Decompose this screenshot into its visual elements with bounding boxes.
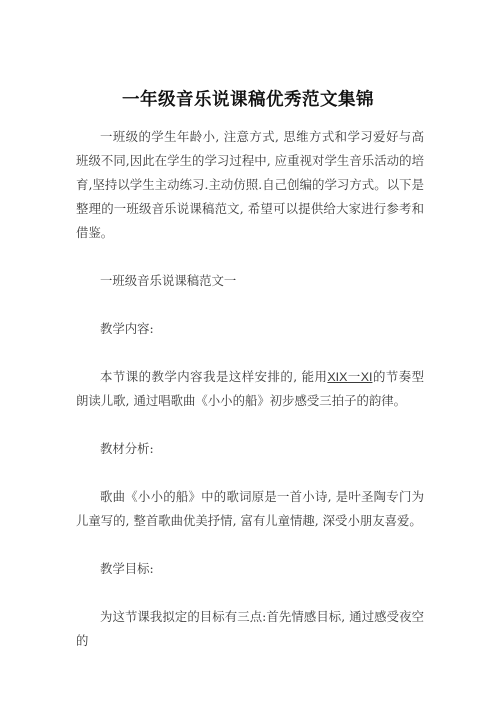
material-analysis-paragraph: 歌曲《小小的船》中的歌词原是一首小诗, 是叶圣陶专门为儿童写的, 整首歌曲优美抒情, 富有儿童情趣, 深受小朋友喜爱。 [76, 489, 424, 528]
teaching-content-text-end: 的节奏型朗读儿歌, 通过唱歌曲《小小的船》初步感受三拍子的韵律。 [76, 369, 424, 408]
intro-paragraph: 一班级的学生年龄小, 注意方式, 思维方式和学习爱好与高班级不同,因此在学生的学习过程中, 应重视对学生音乐活动的培育,坚持以学生主动练习.主动仿照.自己创编的学习方式。以下是整理的一班级音乐说课稿范文, 希望可以提供给大家进行参考和借鉴。 [76, 129, 424, 240]
heading-teaching-goals: 教学目标: [100, 561, 154, 576]
teaching-content-text-start: 本节课的教学内容我是这样安排的, 能用 [100, 369, 328, 384]
teaching-content-paragraph [76, 365, 424, 413]
heading-teaching-content: 教学内容: [100, 321, 154, 336]
document-title: 一年级音乐说课稿优秀范文集锦 [122, 90, 374, 110]
rhythm-pattern-underlined: XIX一XI [327, 370, 373, 384]
heading-material-analysis: 教材分析: [100, 441, 154, 456]
teaching-goals-paragraph: 为这节课我拟定的目标有三点:首先情感目标, 通过感受夜空的 [76, 609, 424, 648]
section-title: 一班级音乐说课稿范文一 [100, 273, 237, 288]
